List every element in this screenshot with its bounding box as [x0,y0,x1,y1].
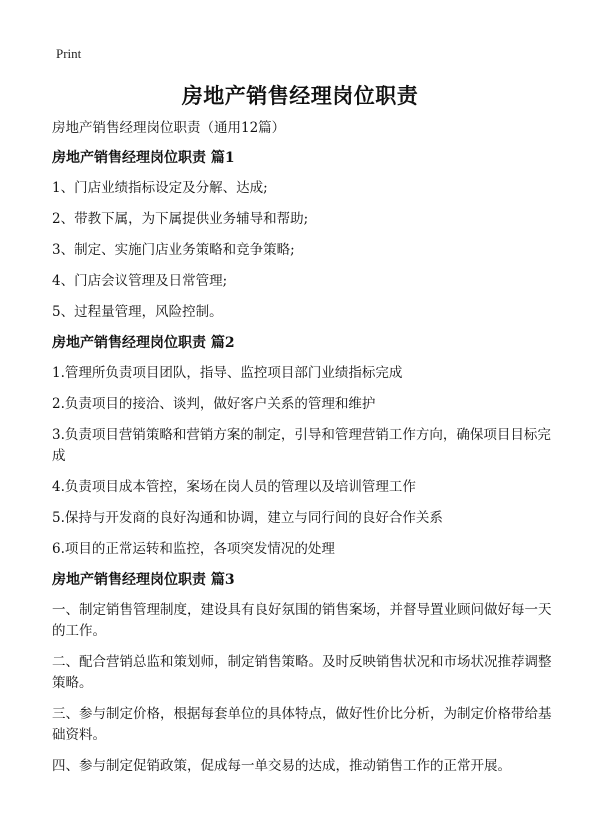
list-item: 4、门店会议管理及日常管理; [52,273,228,289]
list-item: 一、制定销售管理制度，建设具有良好氛围的销售案场，并督导置业顾问做好每一天的工作。 [52,602,552,639]
section-2 [52,333,562,560]
list-item: 4.负责项目成本管控，案场在岗人员的管理以及培训管理工作 [52,479,416,495]
print-label: Print [56,46,82,61]
document-subtitle: 房地产销售经理岗位职责（通用12篇） [52,120,286,136]
list-item: 二、配合营销总监和策划师，制定销售策略。及时反映销售状况和市场状况推荐调整策略。 [52,654,552,691]
section-heading: 房地产销售经理岗位职责 篇3 [52,572,235,588]
document-title: 房地产销售经理岗位职责 [181,83,419,108]
list-item: 四、参与制定促销政策，促成每一单交易的达成，推动销售工作的正常开展。 [52,758,511,774]
section-1 [52,148,562,323]
section-3 [52,570,562,777]
list-item: 1、门店业绩指标设定及分解、达成; [52,180,268,196]
list-item: 三、参与制定价格，根据每套单位的具体特点，做好性价比分析，为制定价格带给基础资料。 [52,706,552,743]
list-item: 6.项目的正常运转和监控，各项突发情况的处理 [52,541,335,557]
list-item: 3、制定、实施门店业务策略和竞争策略; [52,242,295,258]
section-heading: 房地产销售经理岗位职责 篇2 [52,335,235,351]
list-item: 5、过程量管理，风险控制。 [52,304,223,320]
list-item: 2.负责项目的接洽、谈判，做好客户关系的管理和维护 [52,396,376,412]
document-body [52,118,562,787]
list-item: 3.负责项目营销策略和营销方案的制定，引导和管理营销工作方向，确保项目目标完成 [52,427,551,464]
list-item: 2、带教下属，为下属提供业务辅导和帮助; [52,211,309,227]
section-heading: 房地产销售经理岗位职责 篇1 [52,150,235,166]
list-item: 5.保持与开发商的良好沟通和协调，建立与同行间的良好合作关系 [52,510,443,526]
list-item: 1.管理所负责项目团队，指导、监控项目部门业绩指标完成 [52,365,403,381]
